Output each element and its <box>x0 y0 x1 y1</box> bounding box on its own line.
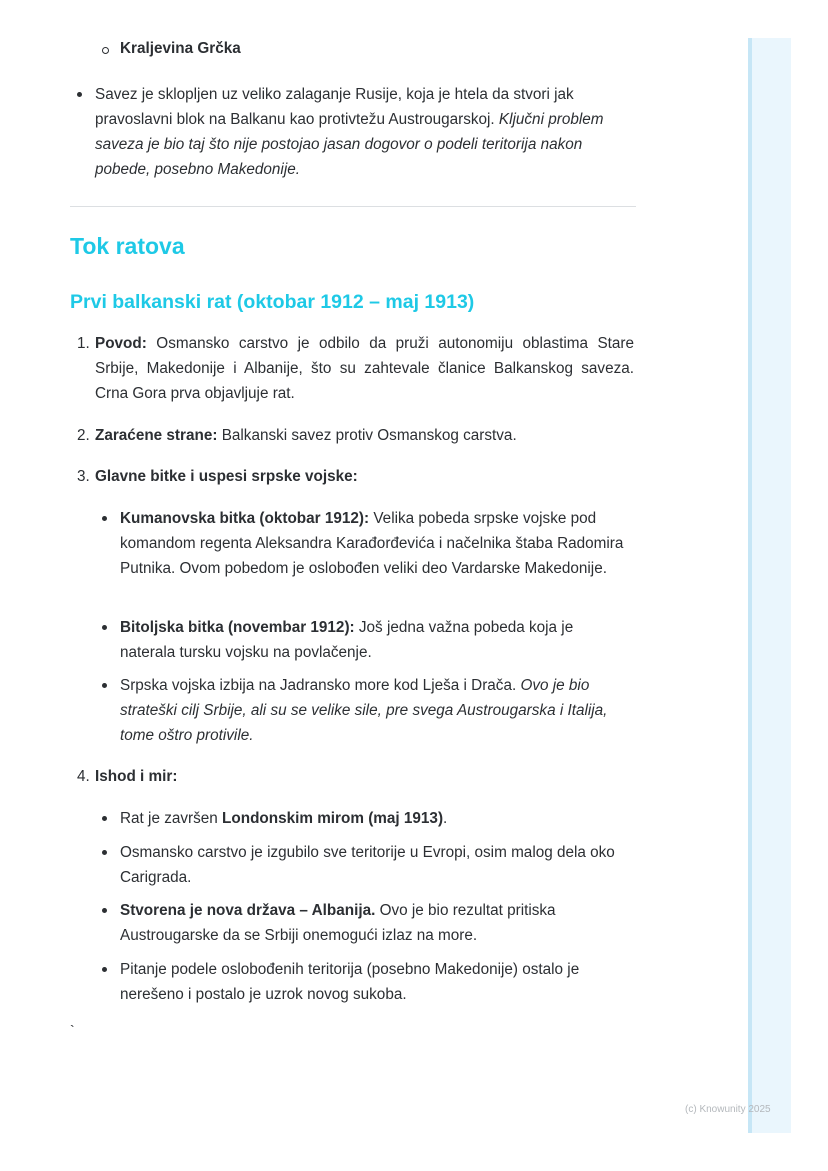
battle-text: Još jedna važna pobeda koja je naterala tursku vojsku na povlačenje. <box>120 619 574 661</box>
battle-text: Srpska vojska izbija na Jadransko more kod Lješa i Drača. <box>120 677 517 694</box>
battle-italic: Ovo je bio strateški cilj Srbije, ali su se velike sile, pre svega Austrougarska i Italija, tome oštro protivile. <box>120 677 608 744</box>
sublist-item: Kraljevina Grčka <box>120 40 241 57</box>
list-item <box>77 423 635 448</box>
stray-mark: ` <box>70 1022 75 1038</box>
item-number: 3. <box>77 468 90 485</box>
outcome-bold: Stvorena je nova država – Albanija. <box>120 902 376 919</box>
item-label: Povod: <box>95 335 147 352</box>
battle-item <box>120 673 632 748</box>
item-label: Zaraćene strane: <box>95 427 218 444</box>
outcome-text: . <box>443 810 448 827</box>
item-label: Ishod i mir: <box>95 768 178 785</box>
divider <box>70 206 636 207</box>
side-panel <box>748 38 791 1133</box>
intro-bullet <box>95 82 635 182</box>
battle-text: Velika pobeda srpske vojske pod komandom regenta Aleksandra Karađorđevića i načelnika štaba Radomira Putnika. Ovom pobedom je oslobođen veliki deo Vardarske Makedonije. <box>120 510 624 577</box>
outcome-bold: Londonskim mirom (maj 1913) <box>222 810 444 827</box>
outcome-item <box>120 806 630 831</box>
item-label: Glavne bitke i uspesi srpske vojske: <box>95 468 358 485</box>
intro-italic: Ključni problem saveza je bio taj što nije postojao jasan dogovor o podeli teritorija nakon pobede, posebno Makedonije. <box>95 111 604 178</box>
outcome-text: Pitanje podele oslobođenih teritorija (posebno Makedonije) ostalo je nerešeno i postalo je uzrok novog sukoba. <box>120 961 580 1003</box>
item-number: 2. <box>77 427 90 444</box>
outcome-item <box>120 898 630 948</box>
battle-item <box>120 615 630 665</box>
outcome-text: Rat je završen <box>120 810 218 827</box>
item-text: Balkanski savez protiv Osmanskog carstva. <box>221 427 517 444</box>
outcome-text: Osmansko carstvo je izgubilo sve teritorije u Evropi, osim malog dela oko Carigrada. <box>120 844 615 886</box>
list-item <box>77 331 635 406</box>
outcome-item <box>120 840 630 890</box>
list-item <box>77 764 635 789</box>
section-heading: Tok ratova <box>70 233 185 259</box>
item-number: 4. <box>77 768 90 785</box>
outcome-item <box>120 957 630 1007</box>
battle-label: Kumanovska bitka (oktobar 1912): <box>120 510 370 527</box>
battle-label: Bitoljska bitka (novembar 1912): <box>120 619 355 636</box>
outcome-text: Ovo je bio rezultat pritiska Austrougarske da se Srbiji onemogući izlaz na more. <box>120 902 556 944</box>
list-item <box>77 464 635 489</box>
item-number: 1. <box>77 335 90 352</box>
item-text: Osmansko carstvo je odbilo da pruži autonomiju oblastima Stare Srbije, Makedonije i Albanije, što su zahtevale članice Balkanskog saveza. Crna Gora prva objavljuje rat. <box>95 335 635 402</box>
intro-plain: Savez je sklopljen uz veliko zalaganje Rusije, koja je htela da stvori jak pravoslavni blok na Balkanu kao protivtežu Austrougarskoj. <box>95 86 574 128</box>
footer-copyright: (c) Knowunity 2025 <box>685 1104 771 1115</box>
subsection-heading: Prvi balkanski rat (oktobar 1912 – maj 1913) <box>70 291 475 313</box>
battle-item <box>120 506 630 581</box>
